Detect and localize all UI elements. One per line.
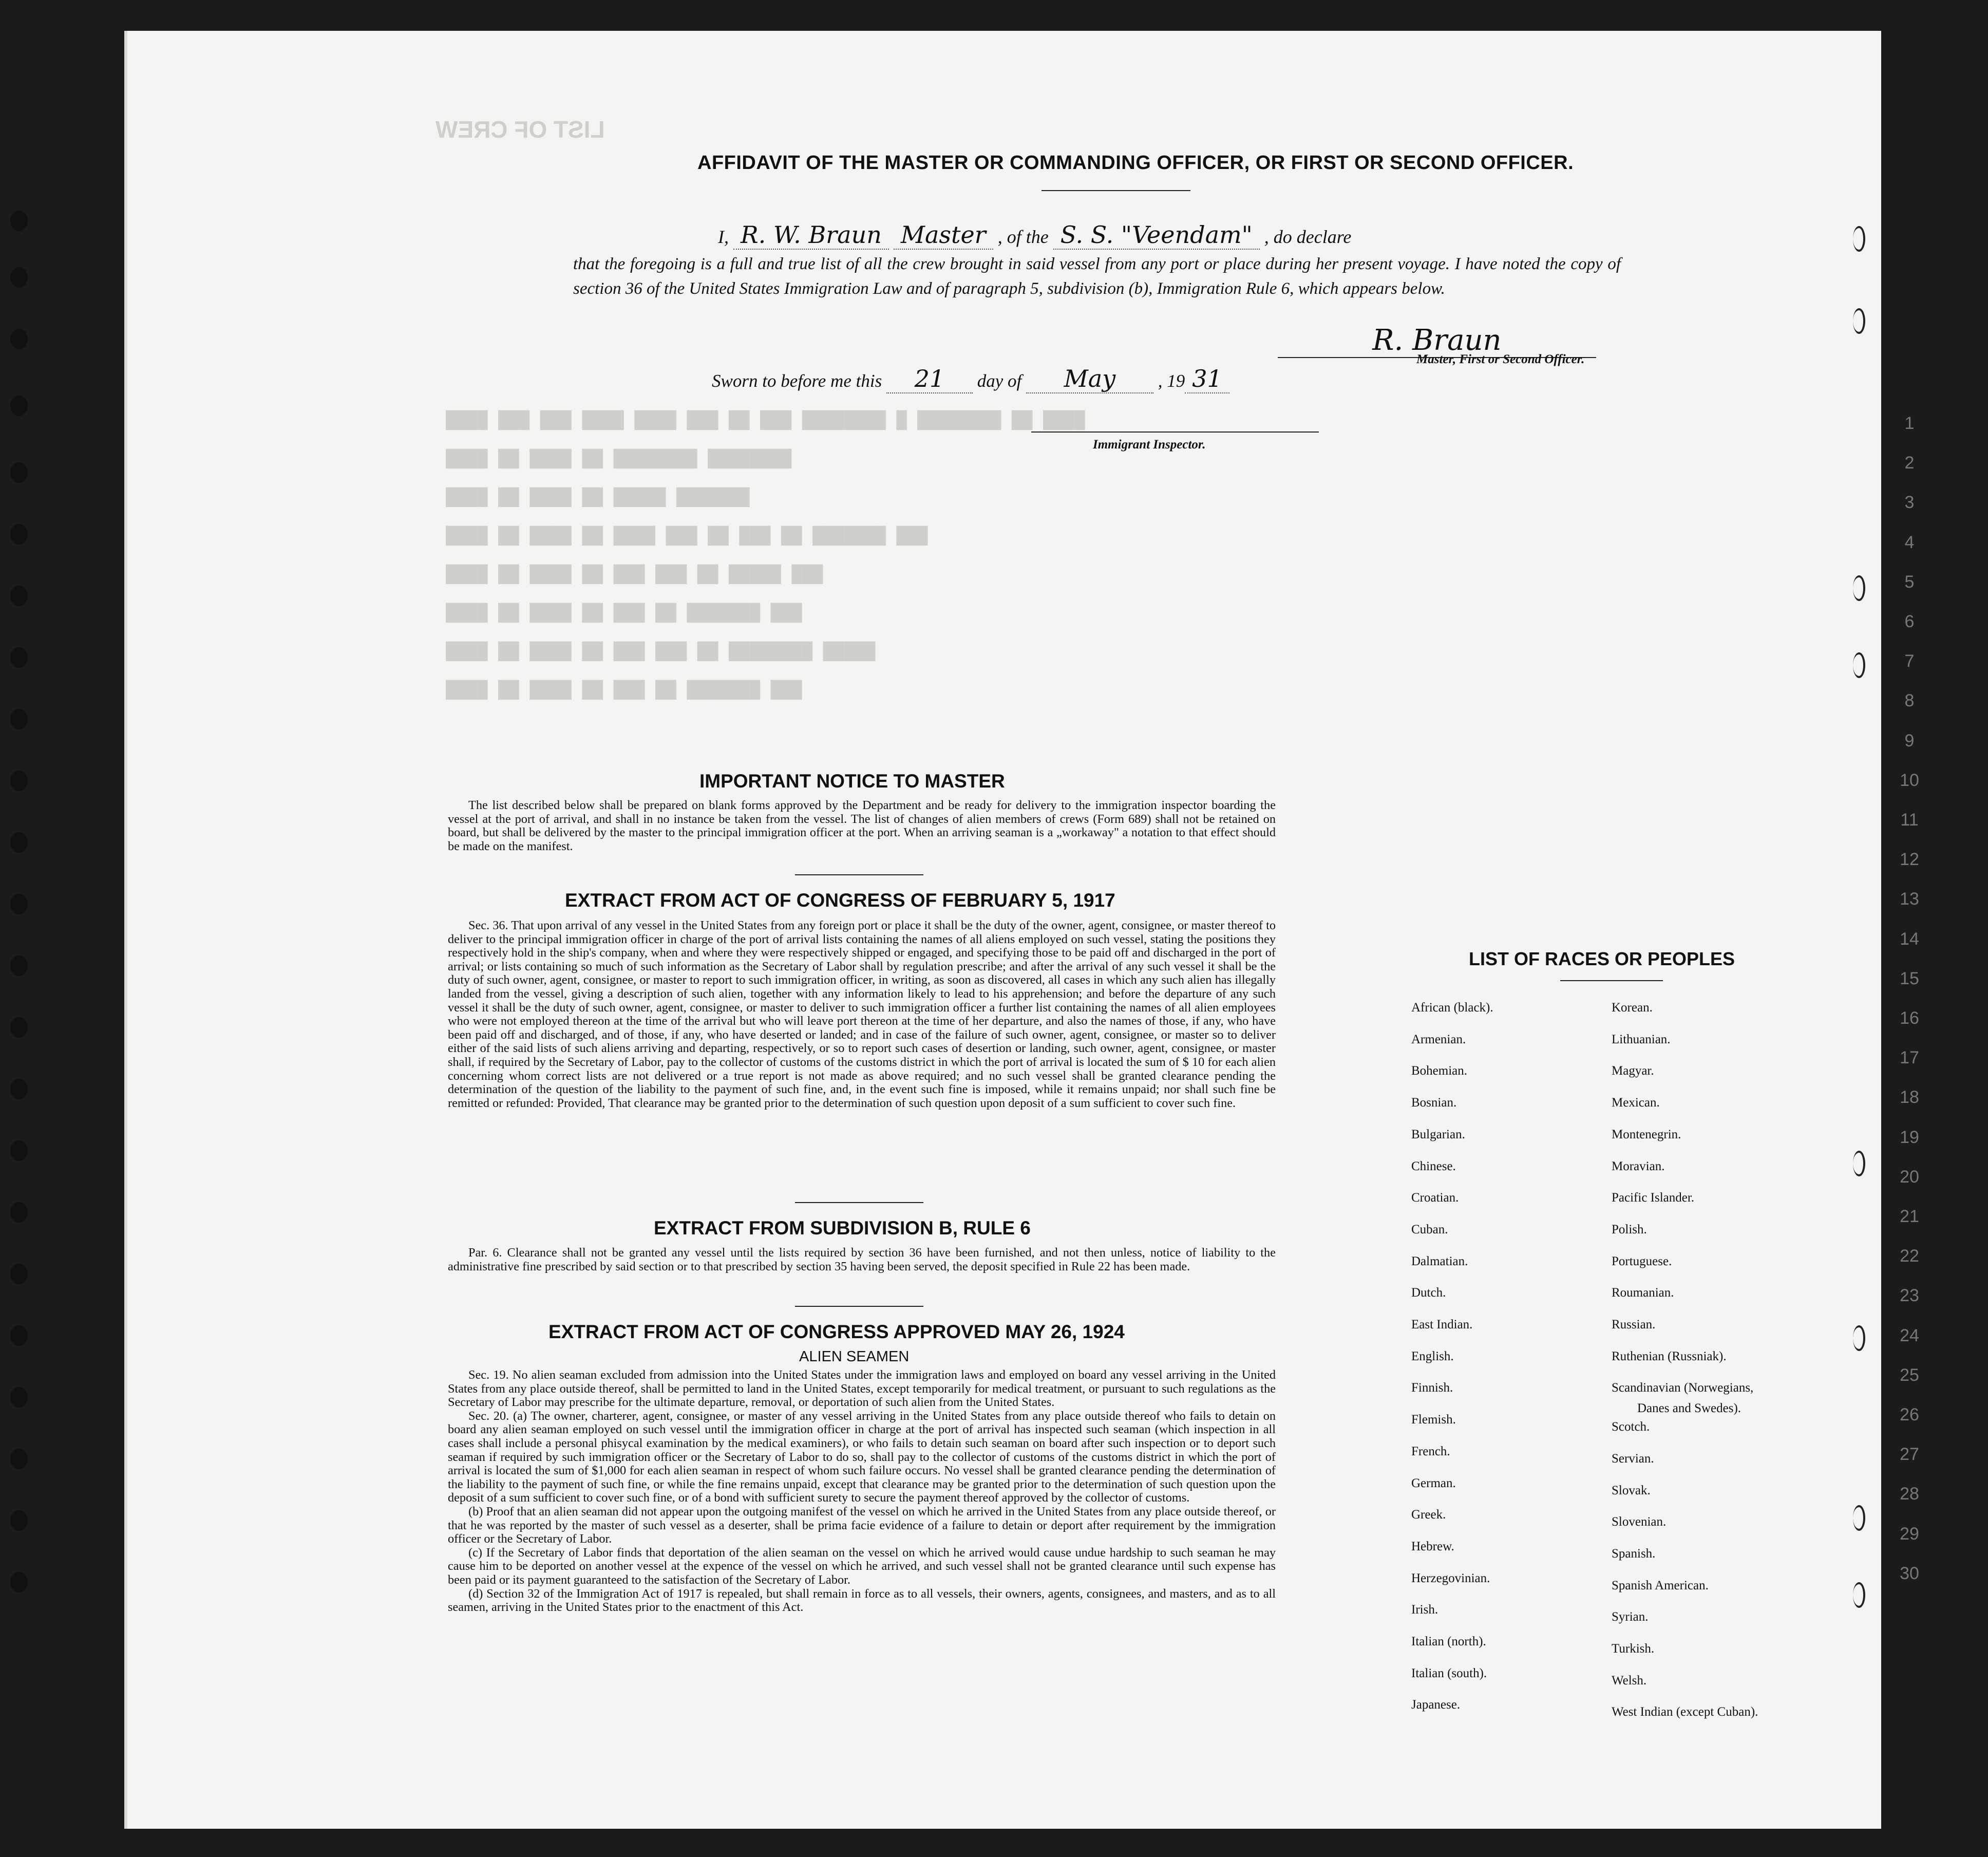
manifest-row-number: 27 <box>1900 1445 1919 1465</box>
manifest-row-number: 3 <box>1904 493 1915 513</box>
race-left-item: Japanese. <box>1411 1698 1461 1712</box>
race-left-item: Italian (north). <box>1411 1635 1486 1648</box>
binder-hole <box>10 1572 28 1592</box>
race-left-item: Italian (south). <box>1411 1666 1487 1680</box>
race-right-item: Servian. <box>1612 1451 1654 1466</box>
bleed-through-title: LIST OF CREW <box>436 116 605 143</box>
race-left-item: French. <box>1411 1444 1450 1458</box>
manifest-row-number: 6 <box>1904 612 1915 631</box>
binder-mark <box>1853 1325 1865 1351</box>
sworn-statement <box>712 365 1229 393</box>
manifest-row-number: 20 <box>1900 1167 1919 1187</box>
binder-mark <box>1853 1582 1865 1608</box>
binder-hole <box>10 1510 28 1531</box>
races-title: LIST OF RACES OR PEOPLES <box>1469 948 1735 969</box>
manifest-row-number: 16 <box>1900 1008 1919 1028</box>
race-left-item: English. <box>1411 1349 1454 1363</box>
bleed-through-row: ████ ██ ████ ██ ████ ███ ██ ███ ██ ███████ ███ <box>446 527 928 546</box>
section-rule <box>795 1306 923 1307</box>
manifest-row-number: 30 <box>1900 1563 1919 1583</box>
binder-hole <box>10 1079 28 1099</box>
extract-1924-title: EXTRACT FROM ACT OF CONGRESS APPROVED MAY 26, 1924 <box>548 1321 1125 1342</box>
binder-hole <box>10 894 28 914</box>
master-signature: R. Braun <box>1372 324 1502 357</box>
manifest-row-number: 2 <box>1904 453 1915 473</box>
binder-hole <box>10 211 28 231</box>
vessel-name-handwritten: S. S. "Veendam" <box>1053 221 1260 250</box>
sec20a-text: Sec. 20. (a) The owner, charterer, agent, consignee, or master of any vessel arriving in the United States from any place outside thereof who fails to detain on board any alien seaman employed on such vessel until the immigration officer in charge at the port of arrival has inspected such seaman (which inspection in all cases shall include a personal phisycal examination by the medical examiners), or who fails to detain such seaman on board after such inspection or to deport such seaman if required by such immigration officer or the Secretary of Labor to do so, shall pay to the collector of customs of the customs district in which the port of arrival is located the sum of $1,000 for each alien seaman in respect of whom such failure occurs. No vessel shall be granted clearance pending the determination of the liability to the payment of such fine, or while the fine remains unpaid, except that clearance may be granted prior to the determination of such question upon the deposit of a sum sufficient to cover such fine, or of a bond with sufficient surety to secure the payment thereof approved by the collector of customs. <box>448 1409 1276 1505</box>
manifest-row-number: 7 <box>1904 651 1915 671</box>
master-name-handwritten: R. W. Braun <box>733 221 889 250</box>
binder-hole <box>10 1202 28 1223</box>
race-left-item: German. <box>1411 1476 1456 1490</box>
bleed-through-row: ████ ██ ████ ██ ████████ ████████ <box>446 449 792 469</box>
binder-hole <box>10 955 28 976</box>
notice-text: The list described below shall be prepared on blank forms approved by the Department and be ready for delivery to the immigration inspector boarding the vessel at the port of arrival, and shall in no instance be taken from the vessel. The list of changes of alien members of crews (Form 689) shall not be retained on board, but shall be delivered by the master to the principal immigration officer at the port. When an arriving seaman is a „workaway" a notation to that effect should be made on the manifest. <box>448 798 1276 853</box>
binder-hole <box>10 771 28 791</box>
sworn-year-handwritten: 31 <box>1185 365 1229 393</box>
race-right-item: West Indian (except Cuban). <box>1612 1705 1758 1719</box>
race-right-item: Polish. <box>1612 1222 1647 1236</box>
race-right-item: Roumanian. <box>1612 1286 1674 1300</box>
heading-rule <box>1042 190 1190 191</box>
extract-1924-text <box>448 1368 1276 1615</box>
race-left-item: Irish. <box>1411 1603 1438 1617</box>
race-left-item: Bohemian. <box>1411 1064 1468 1078</box>
alien-seamen-subtitle: ALIEN SEAMEN <box>799 1348 910 1365</box>
bleed-through-row: ████ ██ ████ ██ ███ ██ ███████ ███ <box>446 604 802 623</box>
manifest-row-number: 9 <box>1904 730 1915 751</box>
document-page <box>124 31 1919 1829</box>
race-right-item: Scotch. <box>1612 1420 1650 1434</box>
binder-hole <box>10 462 28 483</box>
inspector-label: Immigrant Inspector. <box>1093 438 1206 452</box>
race-right-item: Russian. <box>1612 1318 1656 1331</box>
notice-title: IMPORTANT NOTICE TO MASTER <box>699 771 1005 792</box>
year-prefix: , 19 <box>1158 371 1185 391</box>
manifest-row-number: 22 <box>1900 1246 1919 1266</box>
race-right-item: Syrian. <box>1612 1610 1649 1624</box>
rank-handwritten: Master <box>894 221 993 250</box>
inspector-signature-line <box>1031 432 1319 433</box>
race-right-item: Pacific Islander. <box>1612 1191 1695 1205</box>
bleed-through-row: ████ ██ ████ ██ ███ ███ ██ █████ ███ <box>446 565 823 585</box>
race-left-item: Hebrew. <box>1411 1539 1454 1553</box>
race-left-item: Bosnian. <box>1411 1096 1457 1110</box>
bleed-through-row: ████ ██ ████ ██ ███ ██ ███████ ███ <box>446 681 802 700</box>
manifest-row-number: 11 <box>1900 810 1919 830</box>
binder-hole <box>10 1387 28 1408</box>
manifest-row-number: 14 <box>1900 929 1919 949</box>
race-right-item: Moravian. <box>1612 1159 1665 1173</box>
day-of-label: day of <box>977 371 1022 391</box>
manifest-row-number: 26 <box>1900 1405 1919 1424</box>
declare-label: , do declare <box>1264 227 1352 247</box>
race-left-item: Croatian. <box>1411 1191 1459 1205</box>
race-right-item: Spanish. <box>1612 1546 1656 1561</box>
manifest-row-number: 4 <box>1904 532 1915 552</box>
manifest-row-number: 23 <box>1900 1286 1919 1306</box>
binder-hole <box>10 586 28 606</box>
race-left-item: Dutch. <box>1411 1286 1446 1300</box>
race-right-item: Montenegrin. <box>1612 1127 1681 1141</box>
binder-hole <box>10 524 28 545</box>
race-right-item: Slovak. <box>1612 1483 1651 1497</box>
affidavit-body: that the foregoing is a full and true list of all the crew brought in said vessel from any port or place during her present voyage. I have noted the copy of section 36 of the United States Immigration Law and of paragraph 5, subdivision (b), Immigration Rule 6, which appears below. <box>573 255 1621 298</box>
bleed-through-row: ████ ██ ████ ██ █████ ███████ <box>446 488 750 508</box>
affidavit-declaration-line <box>718 221 1351 250</box>
extract-1917-text: Sec. 36. That upon arrival of any vessel in the United States from any foreign port or place it shall be the duty of the owner, agent, consignee, or master thereof to deliver to the principal immigration officer in charge of the port of arrival lists containing the names of all aliens employed on such vessel, stating the positions they respectively hold in the ship's company, when and where they were respectively shipped or engaged, and specifying those to be paid off and discharged in the port of arrival; or lists containing so much of such information as the Secretary of Labor shall by regulation prescribe; and after the arrival of any such vessel it shall be the duty of such owner, agent, consignee, or master to report to such immigration officer, in writing, as soon as discovered, all cases in which any such alien has illegally landed from the vessel, giving a description of such alien, together with any information likely to lead to his apprehension; and before the departure of any such vessel it shall be the duty of such owner, agent, consignee, or master to deliver to such immigration officer a further list containing the names of all alien employees who were not employed thereon at the time of the arrival but who will leave port thereon at the time of her departure, and also the names of those, if any, who have been paid off and discharged, and of those, if any, who have deserted or landed; and in case of the failure of such owner, agent, consignee, or master so to deliver either of the said lists of such aliens arriving and departing, respectively, or so to report such cases of desertion or landing, such owner, agent, consignee, or master shall, if required by the Secretary of Labor, pay to the collector of customs of the customs district in which the port of arrival is located the sum of $ 10 for each alien concerning whom correct lists are not delivered or a true report is not made as above required; and no such vessel shall be granted clearance pending the determination of the question of the liability to the payment of such fine, and, in the event such fine is imposed, while it remains unpaid; nor shall such fine be remitted or refunded: Provided, That clearance may be granted prior to the determination of such question upon deposit of a sum sufficient to cover such fine. <box>448 918 1276 1110</box>
sec20b-text: (b) Proof that an alien seaman did not appear upon the outgoing manifest of the vessel on which he arrived in the United States from any place outside thereof, or that he was reported by the master of such vessel as a deserter, shall be prima facie evidence of a failure to detain or deport after requirement by the immigration officer or the Secretary of Labor. <box>448 1504 1276 1546</box>
binder-hole <box>10 647 28 668</box>
race-left-item: Greek. <box>1411 1508 1446 1522</box>
race-left-item: Bulgarian. <box>1411 1127 1465 1141</box>
manifest-row-number: 15 <box>1900 968 1919 988</box>
manifest-row-number: 10 <box>1900 770 1919 790</box>
race-left-item: Herzegovinian. <box>1411 1571 1490 1585</box>
bleed-through-row: ████ ██ ████ ██ ███ ███ ██ ████████ █████ <box>446 642 876 662</box>
binder-mark <box>1853 1505 1865 1531</box>
manifest-row-number: 19 <box>1900 1127 1919 1147</box>
race-right-item: Korean. <box>1612 1001 1653 1015</box>
section-rule <box>795 1202 923 1203</box>
binder-mark <box>1853 575 1865 601</box>
binder-hole <box>10 832 28 853</box>
section-rule <box>795 874 923 875</box>
sworn-label: Sworn to before me this <box>712 371 882 391</box>
affidavit-heading: AFFIDAVIT OF THE MASTER OR COMMANDING OFFICER, OR FIRST OR SECOND OFFICER. <box>697 152 1574 174</box>
race-left-item: Armenian. <box>1411 1032 1466 1046</box>
binder-mark <box>1853 226 1865 252</box>
binder-hole <box>10 1264 28 1284</box>
race-right-item: Welsh. <box>1612 1673 1647 1687</box>
manifest-row-number: 8 <box>1904 691 1915 711</box>
extract-rule6-text: Par. 6. Clearance shall not be granted any vessel until the lists required by section 36 have been furnished, and not then unless, notice of liability to the administrative fine prescribed by said section or to that prescribed by section 35 having been served, the deposit specified in Rule 22 has been made. <box>448 1246 1276 1273</box>
sworn-month-handwritten: May <box>1026 365 1153 393</box>
race-right-item: Danes and Swedes). <box>1637 1401 1741 1416</box>
race-right-item: Magyar. <box>1612 1064 1654 1078</box>
sec20c-text: (c) If the Secretary of Labor finds that deportation of the alien seaman on the vessel on which he arrived would cause undue hardship to such seaman he may cause him to be deported on another vessel at the expence of the vessel on which he arrived, and such vessel shall not be granted clearance until such expense has been paid or its payment guaranteed to the satisfaction of the Secretary of Labor. <box>448 1545 1276 1587</box>
race-left-item: Finnish. <box>1411 1381 1453 1395</box>
binder-hole <box>10 1017 28 1038</box>
binder-mark <box>1853 652 1865 678</box>
race-right-item: Mexican. <box>1612 1096 1660 1110</box>
sec20d-text: (d) Section 32 of the Immigration Act of 1917 is repealed, but shall remain in force as to all vessels, their owners, agents, consignees, and masters, and as to all seamen, arriving in the United States prior to the enactment of this Act. <box>448 1586 1276 1615</box>
binder-mark <box>1853 1151 1865 1176</box>
binder-hole <box>10 1449 28 1469</box>
manifest-row-number: 17 <box>1900 1048 1919 1068</box>
binder-hole <box>10 396 28 416</box>
race-right-item: Lithuanian. <box>1612 1032 1671 1046</box>
extract-1917-title: EXTRACT FROM ACT OF CONGRESS OF FEBRUARY 5, 1917 <box>565 890 1115 911</box>
manifest-row-number: 25 <box>1900 1365 1919 1385</box>
bleed-through-row: ████ ███ ███ ████ ████ ███ ██ ███ ████████ █ ████████ ██ ████ <box>446 411 1085 430</box>
manifest-row-number: 12 <box>1900 850 1919 870</box>
affidavit-i: I, <box>718 227 729 247</box>
race-right-item: Portuguese. <box>1612 1254 1672 1268</box>
race-left-item: East Indian. <box>1411 1318 1473 1331</box>
binder-hole <box>10 329 28 349</box>
binder-hole <box>10 709 28 729</box>
race-left-item: Dalmatian. <box>1411 1254 1468 1268</box>
binder-hole <box>10 267 28 288</box>
race-right-item: Ruthenian (Russniak). <box>1612 1349 1727 1363</box>
signature-label: Master, First or Second Officer. <box>1416 352 1585 366</box>
manifest-row-number: 5 <box>1904 572 1915 592</box>
race-left-item: Flemish. <box>1411 1413 1456 1427</box>
manifest-row-number: 13 <box>1900 889 1919 909</box>
binder-mark <box>1853 308 1865 334</box>
binder-hole <box>10 1325 28 1346</box>
races-rule <box>1560 980 1663 981</box>
binder-hole <box>10 1140 28 1161</box>
sworn-day-handwritten: 21 <box>886 365 973 393</box>
race-left-item: African (black). <box>1411 1001 1493 1015</box>
manifest-row-number: 18 <box>1900 1087 1919 1108</box>
of-the-label: , of the <box>997 227 1049 247</box>
race-right-item: Slovenian. <box>1612 1515 1667 1529</box>
manifest-row-number: 29 <box>1900 1524 1919 1544</box>
manifest-row-number: 24 <box>1900 1325 1919 1345</box>
manifest-row-number: 1 <box>1904 414 1915 433</box>
race-left-item: Cuban. <box>1411 1222 1448 1236</box>
race-right-item: Scandinavian (Norwegians, <box>1612 1381 1754 1395</box>
race-left-item: Chinese. <box>1411 1159 1456 1173</box>
race-right-item: Spanish American. <box>1612 1578 1709 1592</box>
race-right-item: Turkish. <box>1612 1642 1655 1656</box>
manifest-row-number: 21 <box>1900 1207 1919 1226</box>
sec19-text: Sec. 19. No alien seaman excluded from admission into the United States under the immigration laws and employed on board any vessel arriving in the United States from any place outside thereof, shall be permitted to land in the United States, except temporarily for medical treatment, or pursuant to such regulations as the Secretary of Labor may prescribe for the ultimate departure, removal, or deportation of such alien from the United States. <box>448 1368 1276 1410</box>
manifest-row-number: 28 <box>1900 1484 1919 1504</box>
extract-rule6-title: EXTRACT FROM SUBDIVISION B, RULE 6 <box>654 1217 1031 1239</box>
